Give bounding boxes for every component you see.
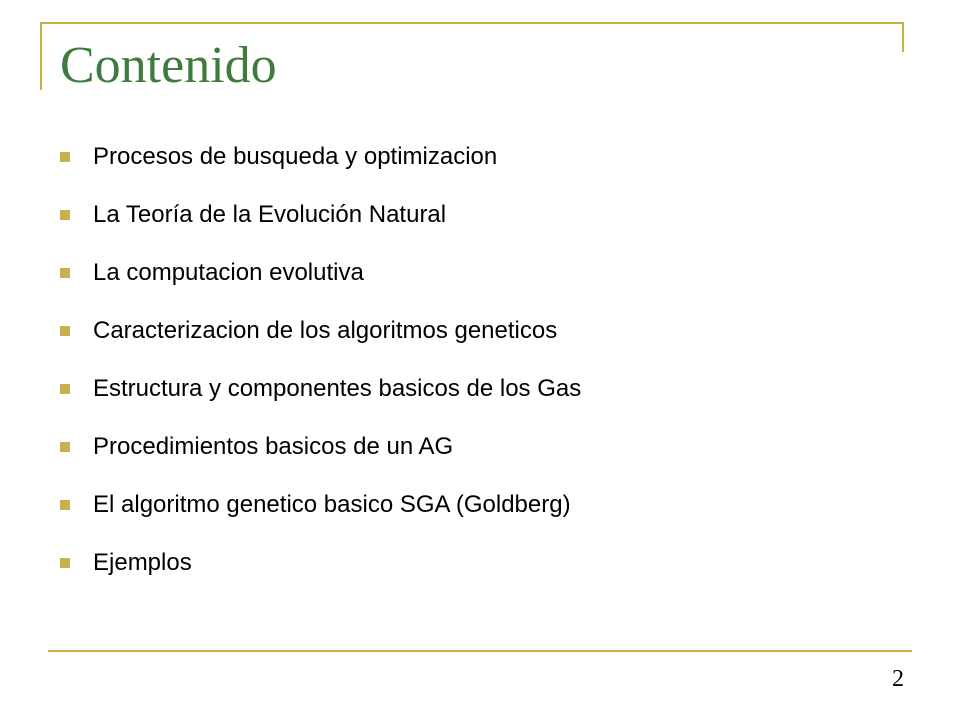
bullet-text: La computacion evolutiva: [93, 259, 364, 286]
top-border-line: [40, 22, 904, 24]
bullet-item: [60, 418, 581, 476]
bullet-list: [60, 128, 581, 592]
slide-title: Contenido: [60, 37, 277, 94]
bullet-item: [60, 186, 581, 244]
square-bullet-icon: [60, 558, 70, 568]
bullet-item: [60, 534, 581, 592]
square-bullet-icon: [60, 326, 70, 336]
bullet-item: [60, 302, 581, 360]
bullet-text: Estructura y componentes basicos de los Gas: [93, 375, 582, 402]
bottom-border-line: [48, 650, 912, 652]
bullet-text: Caracterizacion de los algoritmos geneticos: [93, 317, 558, 344]
bullet-item: [60, 244, 581, 302]
bullet-text: Procesos de busqueda y optimizacion: [93, 143, 498, 170]
right-border-line: [902, 22, 904, 52]
square-bullet-icon: [60, 268, 70, 278]
square-bullet-icon: [60, 152, 70, 162]
left-border-line: [40, 22, 42, 90]
bullet-item: [60, 360, 581, 418]
square-bullet-icon: [60, 210, 70, 220]
square-bullet-icon: [60, 500, 70, 510]
page-number: 2: [892, 666, 904, 692]
bullet-item: [60, 128, 581, 186]
square-bullet-icon: [60, 384, 70, 394]
bullet-text: Procedimientos basicos de un AG: [93, 433, 454, 460]
bullet-item: [60, 476, 581, 534]
square-bullet-icon: [60, 442, 70, 452]
bullet-text: La Teoría de la Evolución Natural: [93, 201, 447, 228]
bullet-text: Ejemplos: [93, 549, 192, 576]
bullet-text: El algoritmo genetico basico SGA (Goldberg): [93, 491, 571, 518]
